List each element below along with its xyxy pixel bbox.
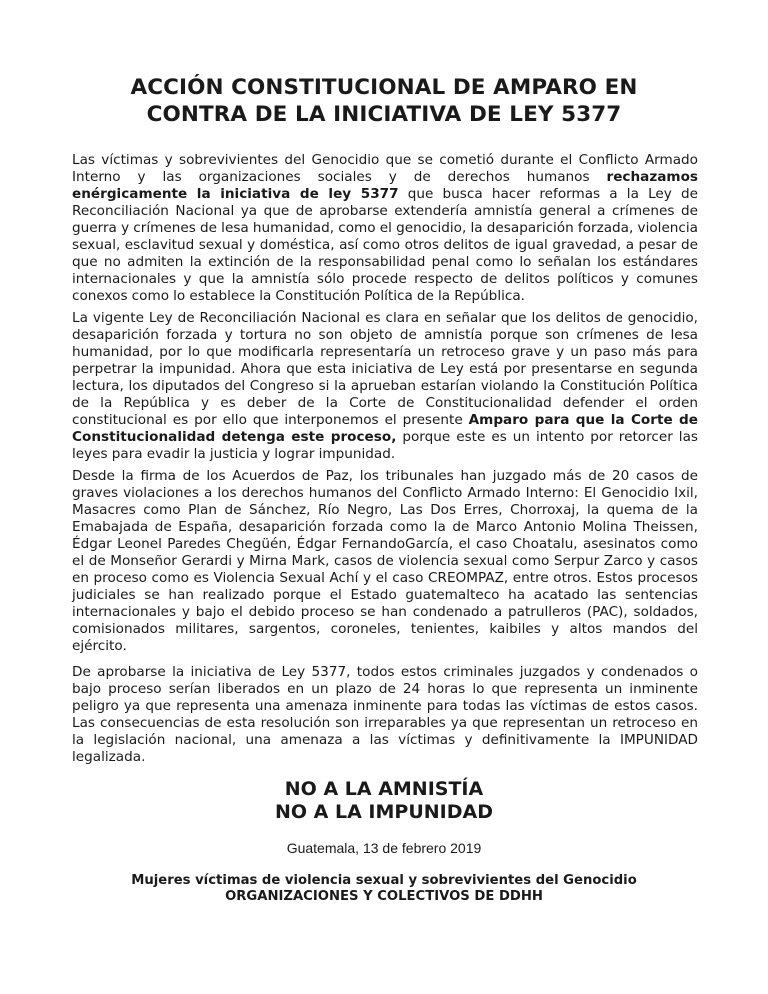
paragraph-2-bold: Amparo para que la Corte de Constitucionalidad detenga este proceso,: [72, 412, 698, 445]
signature-block: [80, 873, 688, 905]
title-line-2: CONTRA DE LA INICIATIVA DE LEY 5377: [146, 102, 622, 127]
signature-line-1: Mujeres víctimas de violencia sexual y sobrevivientes del Genocidio: [131, 873, 637, 888]
paragraph-2-text-b: porque este es un intento por retorcer las leyes para evadir la justicia y lograr impunidad.: [72, 429, 698, 462]
title-line-1: ACCIÓN CONSTITUCIONAL DE AMPARO EN: [130, 75, 638, 100]
paragraph-3: Desde la firma de los Acuerdos de Paz, los tribunales han juzgado más de 20 casos de graves violaciones a los derechos humanos del Conflicto Armado Interno: El Genocidio Ixil, Masacres como Plan de Sánchez, Río Negro, Las Dos Erres, Chorroxaj, la quema de la Emabajada de España, desaparición forzada como la de Marco Antonio Molina Theissen, Édgar Leonel Paredes Chegüén, Édgar FernandoGarcía, el caso Choatalu, asesinatos como el de Monseñor Gerardi y Mirna Mark, casos de violencia sexual como Serpur Zarco y casos en proceso como es Violencia Sexual Achí y el caso CREOMPAZ, entre otros. Estos procesos judiciales se han realizado porque el Estado guatemalteco ha acatado las sentencias internacionales y bajo el debido proceso se han condenado a patrulleros (PAC), soldados, comisionados militares, sargentos, coroneles, tenientes, kaibiles y altos mandos del ejército.: [72, 468, 698, 654]
paragraph-2: [72, 310, 698, 463]
document-title: [60, 74, 708, 128]
dateline: Guatemala, 13 de febrero 2019: [286, 840, 482, 856]
slogan-line-1: NO A LA AMNISTÍA: [284, 778, 484, 800]
paragraph-1-text-a: Las víctimas y sobrevivientes del Genocidio que se cometió durante el Conflicto Armado Interno y las organizaciones sociales y de derechos humanos: [72, 152, 698, 185]
paragraph-1-bold: rechazamos enérgicamente la iniciativa de ley 5377: [72, 169, 698, 202]
paragraph-2-text-a: La vigente Ley de Reconciliación Nacional es clara en señalar que los delitos de genocidio, desaparición forzada y tortura no son objeto de amnistía porque son crímenes de lesa humanidad, por lo que modificarla representaría un retroceso grave y un paso más para perpetrar la impunidad. Ahora que esta iniciativa de Ley está por presentarse en segunda lectura, los diputados del Congreso si la aprueban estarían violando la Constitución Política de la República y es deber de la Corte de Constitucionalidad defender el orden constitucional es por ello que interponemos el presente: [72, 310, 698, 428]
paragraph-4: De aprobarse la iniciativa de Ley 5377, todos estos criminales juzgados y condenados o bajo proceso serían liberados en un plazo de 24 horas lo que representa un inminente peligro ya que representa una amenaza inminente para todas las víctimas de estos casos. Las consecuencias de esta resolución son irreparables ya que representan un retroceso en la legislación nacional, una amenaza a las víctimas y definitivamente la IMPUNIDAD legalizada.: [72, 664, 698, 765]
signature-line-2: ORGANIZACIONES Y COLECTIVOS DE DDHH: [225, 889, 543, 904]
paragraph-1-text-b: que busca hacer reformas a la Ley de Reconciliación Nacional ya que de aprobarse extendería amnistía general a crímenes de guerra y crímenes de lesa humanidad, como el genocidio, la desaparición forzada, violencia sexual, esclavitud sexual y doméstica, así como otros delitos de igual gravedad, a pesar de que no admiten la extinción de la responsabilidad penal como lo señalan los estándares internacionales y que la amnistía sólo procede respecto de delitos políticos y comunes conexos como lo establece la Constitución Política de la República.: [72, 186, 698, 304]
slogan: [100, 778, 668, 824]
paragraph-1: [72, 152, 698, 305]
slogan-line-2: NO A LA IMPUNIDAD: [275, 801, 493, 823]
